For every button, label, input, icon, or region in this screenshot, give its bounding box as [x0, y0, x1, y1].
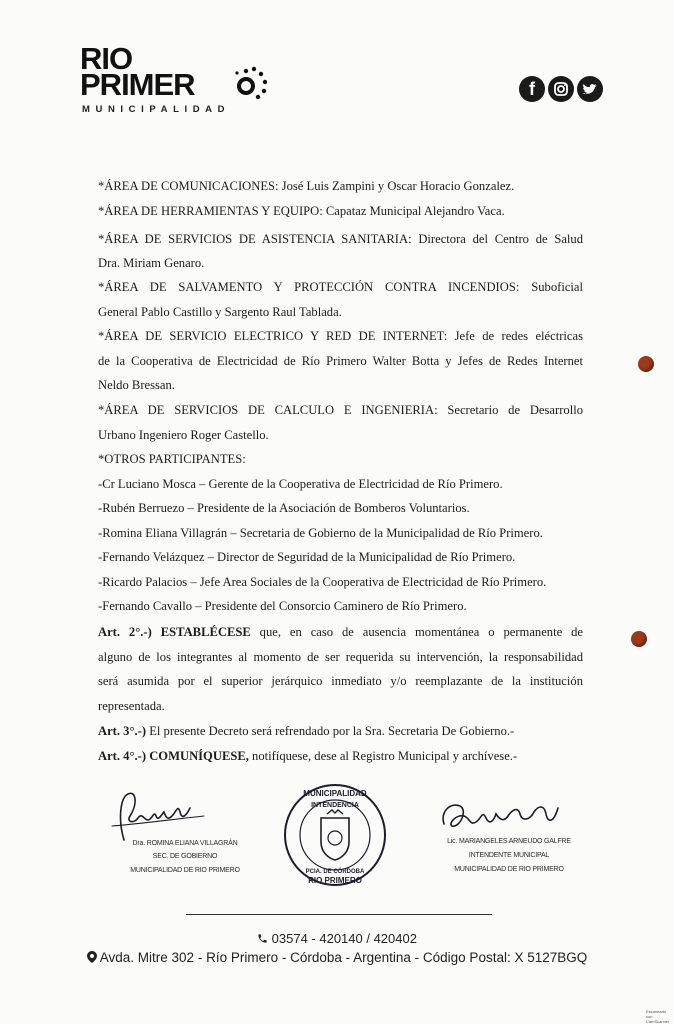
- article-2-line: Art. 2°.-) ESTABLÉCESE que, en caso de ausencia momentánea o permanente de: [98, 625, 583, 639]
- body-line: *ÁREA DE SERVICIOS DE CALCULO E INGENIERIA: Secretario de Desarrollo: [98, 403, 583, 417]
- logo-word-primero: PRIMER: [80, 67, 195, 102]
- participant-line: -Romina Eliana Villagrán – Secretaria de Gobierno de la Municipalidad de Río Primero.: [98, 526, 543, 540]
- footer-divider: [186, 914, 492, 915]
- location-pin-icon: [87, 951, 97, 963]
- article-4-line: Art. 4°.-) COMUNÍQUESE, notifíquese, dese al Registro Municipal y archívese.-: [98, 749, 518, 763]
- body-line: Dra. Miriam Genaro.: [98, 256, 205, 270]
- left-signer-name: Dra. ROMINA ELIANA VILLAGRÁN: [132, 840, 238, 847]
- signature-right: [424, 794, 594, 894]
- footer-address: [0, 950, 674, 965]
- participant-line: -Ricardo Palacios – Jefe Area Sociales de la Cooperativa de Electricidad de Río Primero.: [98, 575, 547, 589]
- body-line: *ÁREA DE SALVAMENTO Y PROTECCIÓN CONTRA INCENDIOS: Suboficial: [98, 280, 584, 294]
- binder-hole-dot: [638, 356, 654, 372]
- social-icons: [519, 76, 609, 104]
- participant-line: -Fernando Cavallo – Presidente del Consorcio Caminero de Río Primero.: [98, 599, 467, 613]
- right-signer-title: INTENDENTE MUNICIPAL: [468, 852, 550, 859]
- right-signer-name: Lic. MARIANGELES ARNEUDO GALFRE: [447, 838, 571, 845]
- article-3-line: Art. 3°.-) El presente Decreto será refrendado por la Sra. Secretaria De Gobierno.-: [98, 724, 515, 738]
- right-signer-org: MUNICIPALIDAD DE RIO PRIMERO: [454, 866, 564, 873]
- body-line: *ÁREA DE HERRAMIENTAS Y EQUIPO: Capataz Municipal Alejandro Vaca.: [98, 204, 505, 218]
- municipal-seal-icon: [280, 780, 390, 900]
- participant-line: -Cr Luciano Mosca – Gerente de la Cooperativa de Electricidad de Río Primero.: [98, 477, 503, 491]
- body-line: General Pablo Castillo y Sargento Raul Tablada.: [98, 305, 342, 319]
- instagram-icon: [548, 76, 574, 102]
- body-line: de la Cooperativa de Electricidad de Río Primero Walter Botta y Jefes de Redes Internet: [98, 354, 583, 368]
- footer-phone: [0, 931, 674, 946]
- body-line: *ÁREA DE COMUNICACIONES: José Luis Zampini y Oscar Horacio Gonzalez.: [98, 179, 515, 193]
- svg-text:MUNICIPALIDAD: MUNICIPALIDAD: [303, 789, 367, 798]
- svg-text:INTENDENCIA: INTENDENCIA: [311, 802, 359, 809]
- phone-icon: [257, 933, 268, 944]
- binder-hole-dot: [631, 631, 647, 647]
- twitter-icon: [577, 76, 603, 102]
- address-text: Avda. Mitre 302 - Río Primero - Córdoba - Argentina - Código Postal: X 5127BGQ: [99, 950, 588, 965]
- body-line: *OTROS PARTICIPANTES:: [98, 452, 246, 466]
- body-line: Urbano Ingeniero Roger Castello.: [98, 428, 269, 442]
- article-2-line: será asumida por el superior jerárquico inmediato y/o reemplazante de la institución: [98, 674, 583, 688]
- body-line: *ÁREA DE SERVICIO ELECTRICO Y RED DE INTERNET: Jefe de redes eléctricas: [98, 329, 583, 343]
- article-2-line: representada.: [98, 699, 165, 713]
- phone-number: 03574 - 420140 / 420402: [271, 931, 417, 946]
- participant-line: -Rubén Berruezo – Presidente de la Asociación de Bomberos Voluntarios.: [98, 501, 470, 515]
- participant-line: -Fernando Velázquez – Director de Seguridad de la Municipalidad de Río Primero.: [98, 550, 516, 564]
- left-signer-org: MUNICIPALIDAD DE RIO PRIMERO: [130, 867, 240, 874]
- logo-sun-icon: [232, 64, 272, 104]
- left-signer-title: SEC. DE GOBIERNO: [152, 853, 218, 860]
- handwritten-signature-right: [430, 794, 570, 842]
- svg-text:PCIA. DE CÓRDOBA: PCIA. DE CÓRDOBA: [305, 869, 365, 875]
- body-line: Neldo Bressan.: [98, 378, 175, 392]
- logo-word-rio: RIO: [80, 41, 133, 76]
- article-2-line: alguno de los integrantes al momento de ser requerida su intervención, la responsabilidad: [98, 650, 583, 664]
- scanner-watermark: Escaneado con CamScanner: [646, 1009, 670, 1024]
- body-line: *ÁREA DE SERVICIOS DE ASISTENCIA SANITARIA: Directora del Centro de Salud: [98, 232, 583, 246]
- svg-text:RIO PRIMERO: RIO PRIMERO: [308, 876, 362, 885]
- signature-left: [100, 790, 270, 890]
- municipality-logo: [80, 41, 280, 124]
- logo-subtitle: MUNICIPALIDAD: [82, 104, 231, 115]
- facebook-icon: f: [519, 76, 545, 102]
